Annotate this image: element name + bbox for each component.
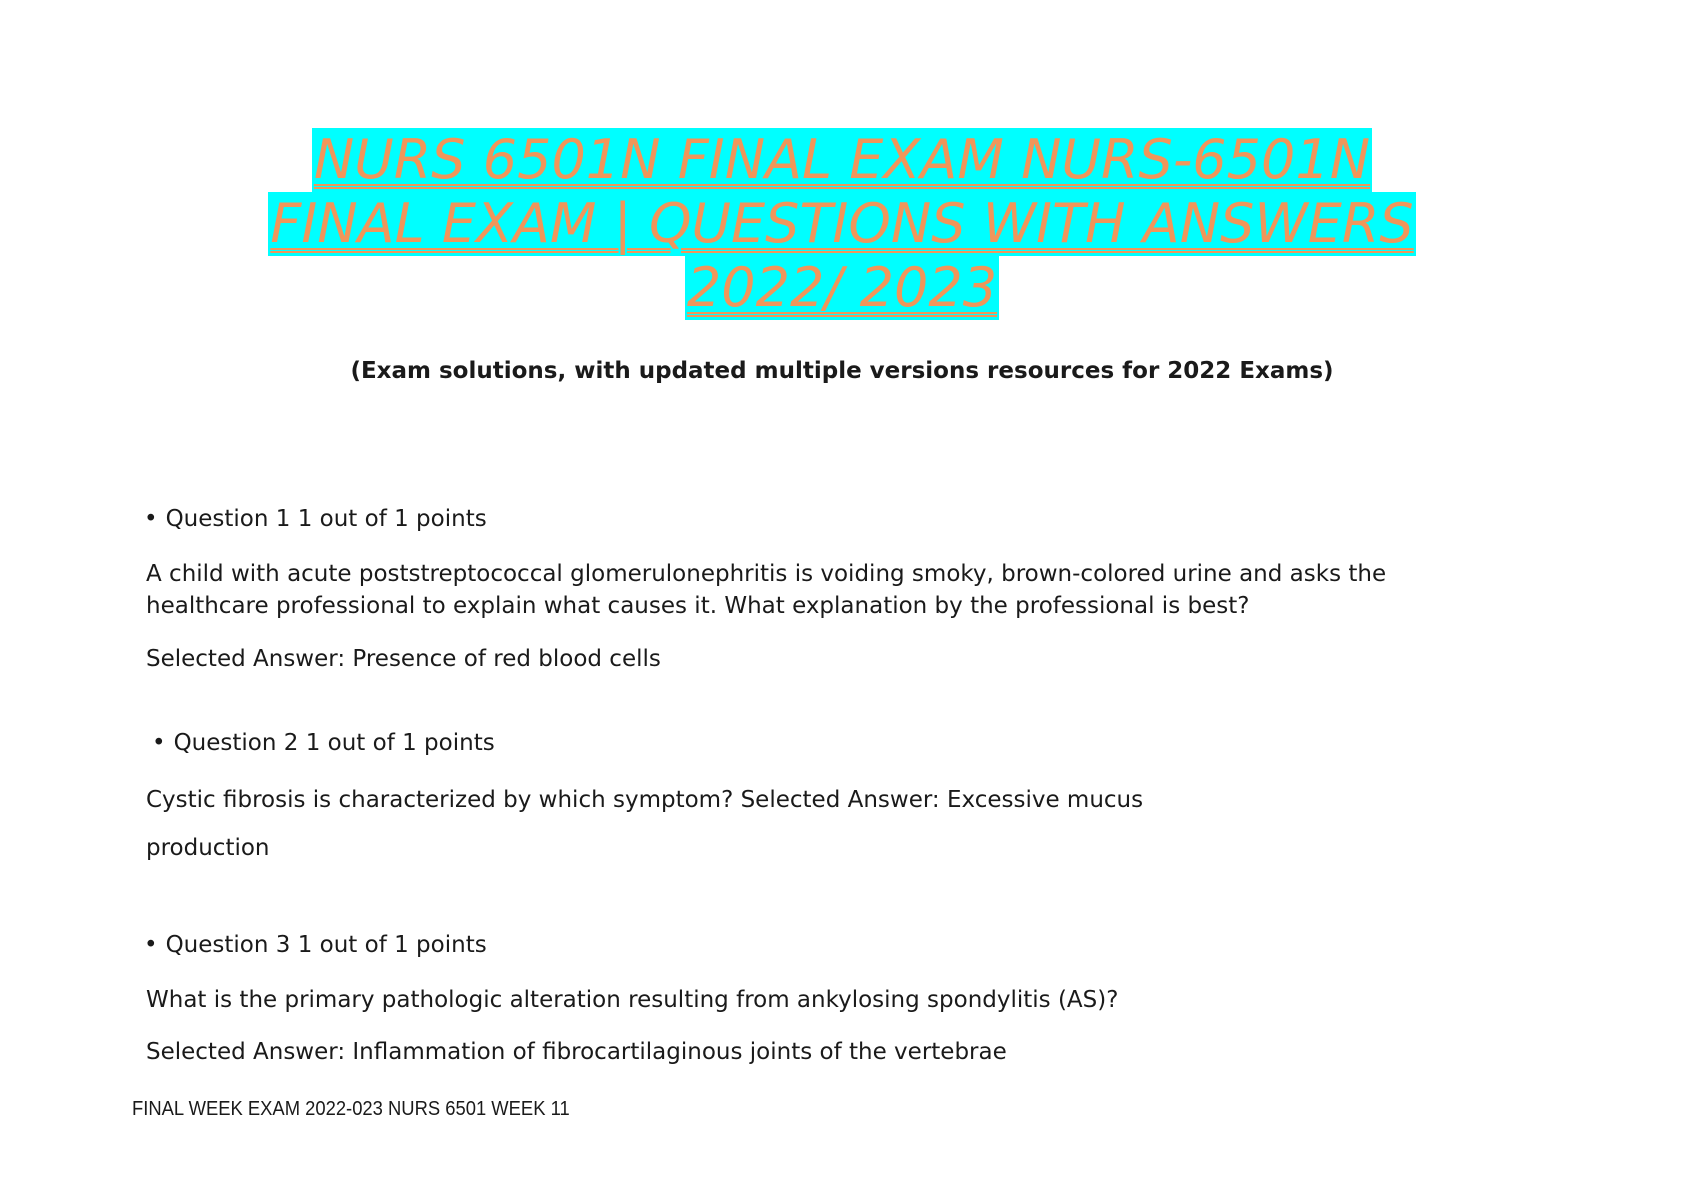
document-title [0,128,1684,320]
bullet-icon: • [152,730,166,756]
question-1-answer: Selected Answer: Presence of red blood cells [146,646,661,672]
question-2-text-line-2: production [146,835,270,861]
document-subtitle: (Exam solutions, with updated multiple versions resources for 2022 Exams) [350,358,1334,384]
title-line-1: NURS 6501N FINAL EXAM NURS-6501N [313,128,1371,191]
question-3-answer: Selected Answer: Inflammation of fibrocartilaginous joints of the vertebrae [146,1039,1007,1065]
question-1-header [144,506,487,532]
question-3-text-line-1: What is the primary pathologic alteration resulting from ankylosing spondylitis (AS)? [146,987,1119,1013]
bullet-icon: • [144,506,158,532]
question-2-header [152,730,495,756]
question-3-title: Question 3 1 out of 1 points [165,932,487,958]
bullet-icon: • [144,932,158,958]
question-1-title: Question 1 1 out of 1 points [165,506,487,532]
question-2-text-line-1: Cystic fibrosis is characterized by which symptom? Selected Answer: Excessive mucus [146,787,1144,813]
page-footer: FINAL WEEK EXAM 2022-023 NURS 6501 WEEK 11 [132,1098,570,1120]
question-1-text-line-1: A child with acute poststreptococcal glomerulonephritis is voiding smoky, brown-colored urine and asks the [146,561,1387,587]
question-1-text-line-2: healthcare professional to explain what causes it. What explanation by the professional is best? [146,593,1250,619]
title-line-2: FINAL EXAM | QUESTIONS WITH ANSWERS [270,192,1414,255]
question-2-title: Question 2 1 out of 1 points [173,730,495,756]
title-line-3: 2022/ 2023 [686,256,998,319]
question-3-header [144,932,487,958]
